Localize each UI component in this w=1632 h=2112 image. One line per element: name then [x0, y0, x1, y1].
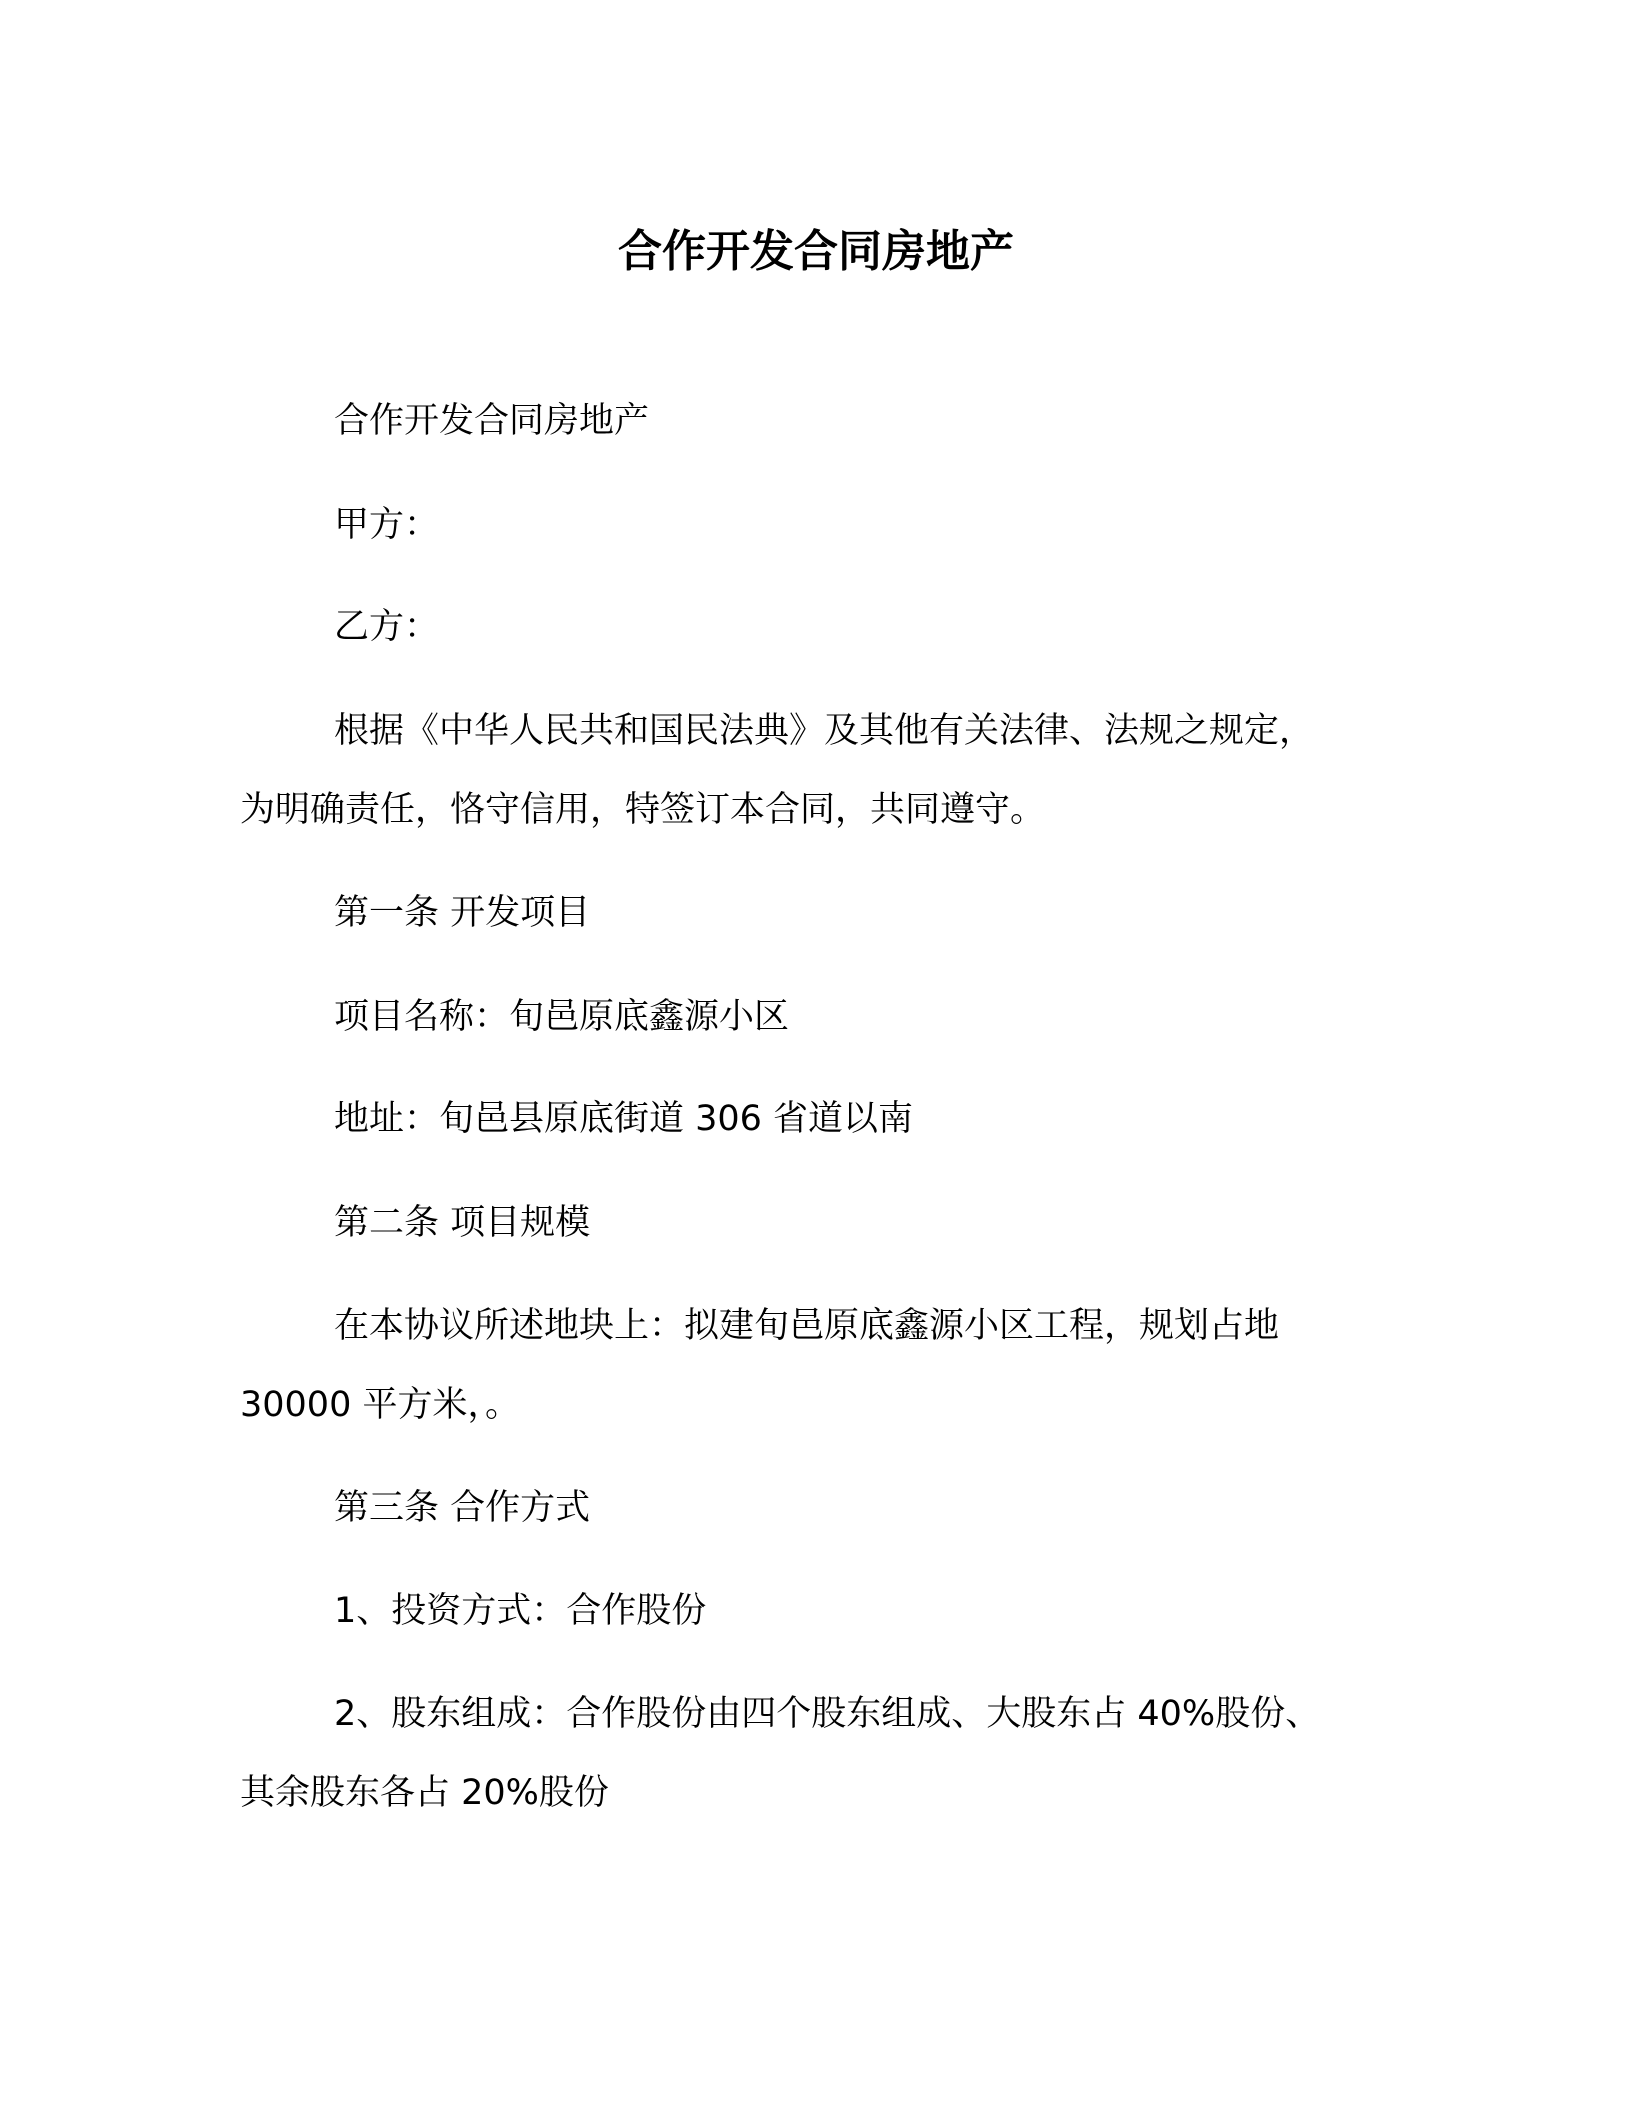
address-line: 地址：旬邑县原底街道 306 省道以南 [334, 1099, 914, 1139]
document-title: 合作开发合同房地产 [618, 226, 1014, 277]
preamble-line-2: 为明确责任，恪守信用，特签订本合同，共同遵守。 [240, 790, 1046, 830]
scale-line-2: 30000 平方米，。 [240, 1385, 520, 1425]
scale-line-1: 在本协议所述地块上：拟建旬邑原底鑫源小区工程，规划占地 [334, 1306, 1280, 1346]
party-b-line: 乙方： [334, 607, 440, 647]
article-2-heading: 第二条 项目规模 [334, 1203, 591, 1243]
shareholders-line-1: 2、股东组成：合作股份由四个股东组成、大股东占 40%股份、 [334, 1694, 1321, 1734]
article-3-heading: 第三条 合作方式 [334, 1488, 591, 1528]
article-1-heading: 第一条 开发项目 [334, 893, 591, 933]
shareholders-line-2: 其余股东各占 20%股份 [240, 1773, 609, 1813]
project-name-line: 项目名称：旬邑原底鑫源小区 [334, 997, 790, 1037]
party-a-line: 甲方： [334, 505, 440, 545]
investment-method-line: 1、投资方式：合作股份 [334, 1591, 707, 1631]
preamble-line-1: 根据《中华人民共和国民法典》及其他有关法律、法规之规定， [334, 711, 1315, 751]
contract-name-line: 合作开发合同房地产 [334, 401, 650, 441]
